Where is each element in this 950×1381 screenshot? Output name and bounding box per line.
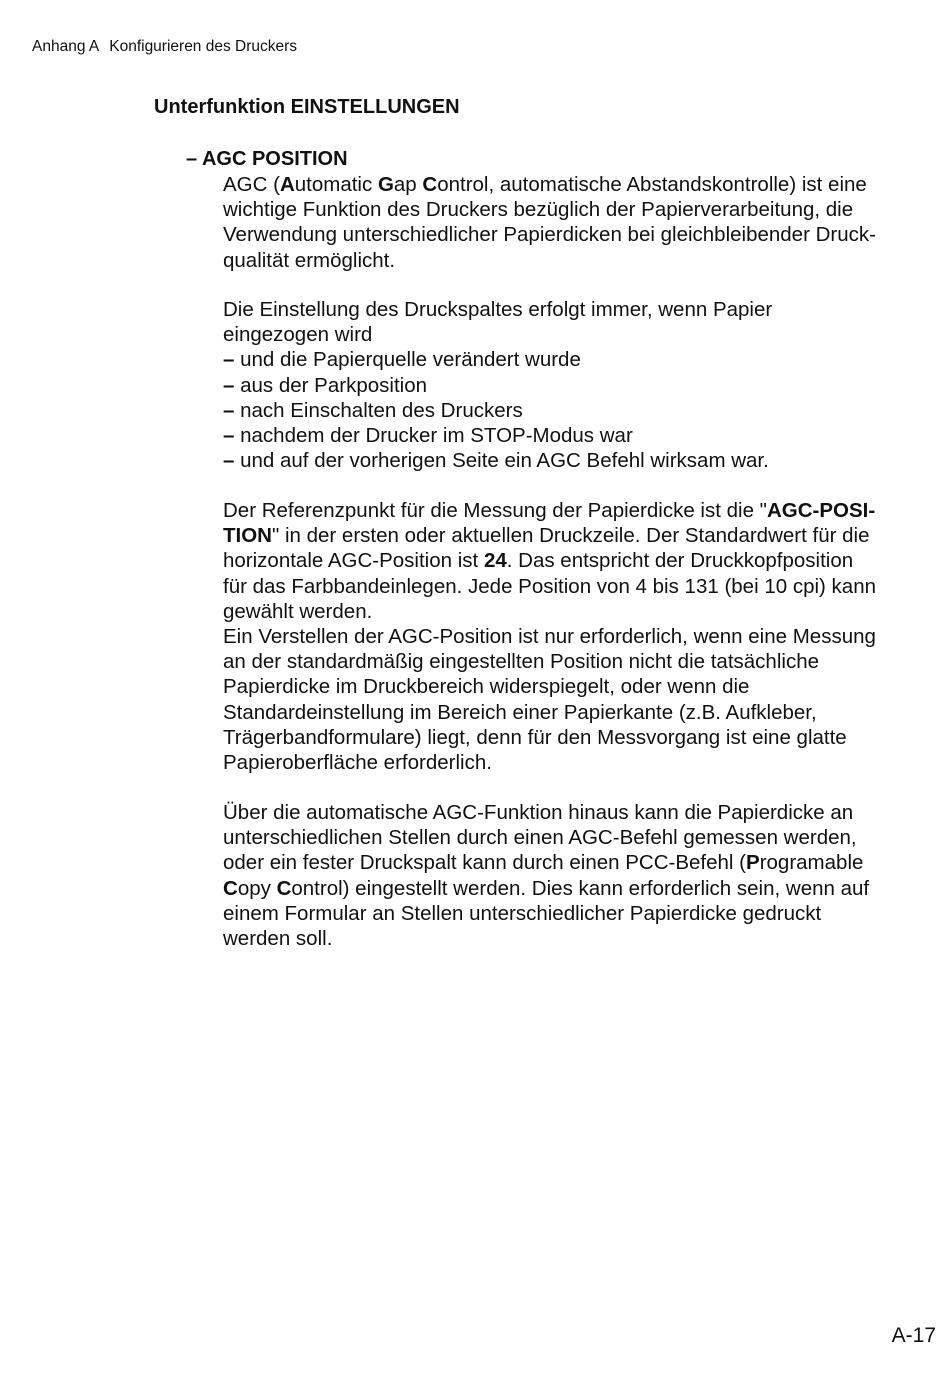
- list-dash: –: [223, 449, 235, 473]
- text-run: horizontale AGC-Position ist: [223, 549, 484, 573]
- bold-run: G: [377, 173, 394, 196]
- bold-run: P: [746, 851, 760, 875]
- paragraph-line: Verwendung unterschiedlicher Papierdicken bei gleichbleibender Druck-: [223, 223, 876, 247]
- bold-run: A: [279, 173, 295, 196]
- bold-run: AGC-POSI-: [766, 499, 876, 522]
- text-run: Der Referenzpunkt für die Messung der Papierdicke ist die ": [223, 499, 767, 522]
- header-chapter: Anhang A: [32, 38, 100, 55]
- paragraph-line: unterschiedlichen Stellen durch einen AGC-Befehl gemessen werden,: [223, 826, 857, 850]
- text-run: " in der ersten oder aktuellen Druckzeile. Der Standardwert für die: [271, 524, 870, 548]
- paragraph-gap-setting: [223, 297, 935, 473]
- list-dash: –: [223, 398, 235, 422]
- paragraph-line: eingezogen wird: [223, 323, 373, 347]
- list-item: [223, 423, 935, 448]
- paragraph-line: [223, 850, 935, 875]
- paragraph-line: einem Formular an Stellen unterschiedlicher Papierdicke gedruckt: [223, 901, 822, 925]
- text-run: ontrol) eingestellt werden. Dies kann erforderlich sein, wenn auf: [291, 876, 870, 900]
- text-run: AGC (: [223, 173, 280, 196]
- item-heading-text: AGC POSITION: [201, 148, 348, 170]
- text-run: . Das entspricht der Druckkopfposition: [506, 549, 854, 573]
- list-dash: –: [223, 348, 235, 372]
- item-heading: [186, 146, 348, 172]
- paragraph-line: Standardeinstellung im Bereich einer Papierkante (z.B. Aufkleber,: [223, 700, 817, 724]
- list-item-text: und auf der vorherigen Seite ein AGC Befehl wirksam war.: [240, 449, 769, 473]
- paragraph-line: für das Farbbandeinlegen. Jede Position von 4 bis 131 (bei 10 cpi) kann: [223, 574, 877, 598]
- paragraph-reference-point: [223, 498, 935, 775]
- text-run: rogramable: [759, 851, 864, 875]
- list-item-text: aus der Parkposition: [240, 373, 427, 397]
- bold-run: TION: [223, 524, 272, 548]
- paragraph-line: Ein Verstellen der AGC-Position ist nur erforderlich, wenn eine Messung: [223, 625, 876, 649]
- text-run: oder ein fester Druckspalt kann durch einen PCC-Befehl (: [223, 851, 747, 875]
- list-item-text: und die Papierquelle verändert wurde: [240, 348, 581, 372]
- text-run: utomatic: [294, 173, 378, 196]
- bold-run: 24: [483, 549, 507, 573]
- paragraph-line: Über die automatische AGC-Funktion hinaus kann die Papierdicke an: [223, 801, 854, 824]
- paragraph-line: an der standardmäßig eingestellten Position nicht die tatsächliche: [223, 650, 819, 674]
- bold-run: C: [422, 173, 438, 196]
- paragraph-line: Papieroberfläche erforderlich.: [223, 751, 492, 775]
- text-run: ap: [393, 173, 423, 196]
- list-dash: –: [223, 373, 235, 397]
- paragraph-line: Die Einstellung des Druckspaltes erfolgt immer, wenn Papier: [223, 298, 773, 321]
- section-title: Unterfunktion EINSTELLUNGEN: [154, 96, 460, 118]
- list-item: [223, 347, 935, 372]
- paragraph-line: [223, 172, 935, 197]
- running-header: [32, 37, 297, 57]
- text-run: ontrol, automatische Abstandskontrolle) ist eine: [437, 173, 867, 196]
- list-item-text: nachdem der Drucker im STOP-Modus war: [240, 424, 633, 448]
- paragraph-line: gewählt werden.: [223, 599, 373, 623]
- paragraph-line: Papierdicke im Druckbereich widerspiegelt, oder wenn die: [223, 675, 750, 699]
- paragraph-agc-command: [223, 800, 935, 951]
- list-item: [223, 448, 935, 473]
- paragraph-line: [223, 523, 935, 548]
- bold-run: C: [276, 876, 292, 900]
- paragraph-line: [223, 548, 935, 573]
- bold-run: C: [223, 876, 238, 900]
- paragraph-line: Trägerbandformulare) liegt, denn für den Messvorgang ist eine glatte: [223, 725, 847, 749]
- list-item: [223, 373, 935, 398]
- paragraph-line: qualität ermöglicht.: [223, 248, 396, 272]
- item-heading-dash: –: [186, 148, 198, 170]
- list-item-text: nach Einschalten des Druckers: [240, 398, 523, 422]
- header-title: Konfigurieren des Druckers: [109, 38, 298, 55]
- paragraph-agc-definition: [223, 172, 935, 273]
- list-dash: –: [223, 424, 235, 448]
- paragraph-line: [223, 498, 935, 523]
- paragraph-line: [223, 876, 935, 901]
- page-number: A-17: [891, 1324, 936, 1347]
- paragraph-line: werden soll.: [223, 927, 333, 951]
- paragraph-line: wichtige Funktion des Druckers bezüglich der Papierverarbeitung, die: [223, 198, 854, 222]
- text-run: opy: [237, 876, 277, 900]
- list-item: [223, 398, 935, 423]
